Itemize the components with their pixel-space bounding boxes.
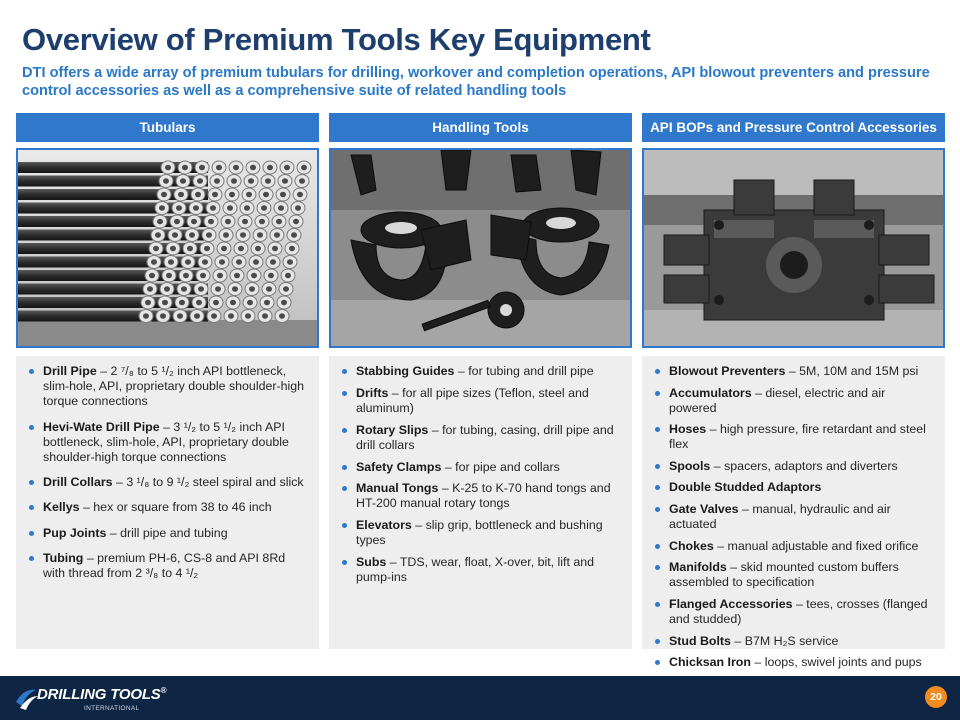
column-header-handling-tools: Handling Tools xyxy=(329,113,632,142)
list-item: Manual Tongs – K-25 to K-70 hand tongs and HT-200 manual rotary tongs xyxy=(339,481,622,511)
bop-photo xyxy=(642,148,945,348)
company-logo xyxy=(14,684,167,716)
list-item: Stabbing Guides – for tubing and drill pipe xyxy=(339,364,622,379)
list-item: Hevi-Wate Drill Pipe – 3 ¹/₂ to 5 ¹/₂ inch API bottleneck, slim-hole, API, proprietary double shoulder-high torque connections xyxy=(26,420,309,466)
column-header-tubulars: Tubulars xyxy=(16,113,319,142)
list-item: Kellys – hex or square from 38 to 46 inch xyxy=(26,500,309,515)
handling-tools-list xyxy=(329,356,632,649)
list-item: Drifts – for all pipe sizes (Teflon, steel and aluminum) xyxy=(339,386,622,416)
list-item: Elevators – slip grip, bottleneck and bushing types xyxy=(339,518,622,548)
list-item: Chicksan Iron – loops, swivel joints and pups xyxy=(652,655,935,670)
list-item: Stud Bolts – B7M H₂S service xyxy=(652,634,935,649)
page-subtitle: DTI offers a wide array of premium tubulars for drilling, workover and completion operations, API blowout preventers and pressure control accessories as well as a comprehensive suite of related handling tools xyxy=(22,65,930,99)
list-item: Flanged Accessories – tees, crosses (flanged and studded) xyxy=(652,597,935,627)
list-item: Manifolds – skid mounted custom buffers assembled to specification xyxy=(652,560,935,590)
tubulars-photo xyxy=(16,148,319,348)
list-item: Double Studded Adaptors xyxy=(652,480,935,495)
list-item: Drill Pipe – 2 ⁷/₈ to 5 ¹/₂ inch API bottleneck, slim-hole, API, proprietary double shoulder-high torque connections xyxy=(26,364,309,410)
list-item: Hoses – high pressure, fire retardant and steel flex xyxy=(652,422,935,452)
list-item: Accumulators – diesel, electric and air powered xyxy=(652,386,935,416)
bop-list xyxy=(642,356,945,670)
column-header-bops: API BOPs and Pressure Control Accessories xyxy=(642,113,945,142)
list-item: Drill Collars – 3 ¹/₈ to 9 ¹/₂ steel spiral and slick xyxy=(26,475,309,490)
page-title: Overview of Premium Tools Key Equipment xyxy=(22,22,651,57)
list-item: Subs – TDS, wear, float, X-over, bit, lift and pump-ins xyxy=(339,555,622,585)
list-item: Rotary Slips – for tubing, casing, drill pipe and drill collars xyxy=(339,423,622,453)
list-item: Blowout Preventers – 5M, 10M and 15M psi xyxy=(652,364,935,379)
list-item: Chokes – manual adjustable and fixed orifice xyxy=(652,539,935,554)
list-item: Gate Valves – manual, hydraulic and air actuated xyxy=(652,502,935,532)
tubulars-list xyxy=(16,356,319,649)
logo-text: DRILLING TOOLS® xyxy=(37,686,167,703)
list-item: Pup Joints – drill pipe and tubing xyxy=(26,526,309,541)
logo-subtext: INTERNATIONAL xyxy=(84,705,140,712)
list-item: Tubing – premium PH-6, CS-8 and API 8Rd with thread from 2 ³/₈ to 4 ¹/₂ xyxy=(26,551,309,581)
footer-bar xyxy=(0,676,960,720)
handling-tools-photo xyxy=(329,148,632,348)
page-number-badge: 20 xyxy=(925,686,947,708)
list-item: Safety Clamps – for pipe and collars xyxy=(339,460,622,475)
list-item: Spools – spacers, adaptors and diverters xyxy=(652,459,935,474)
